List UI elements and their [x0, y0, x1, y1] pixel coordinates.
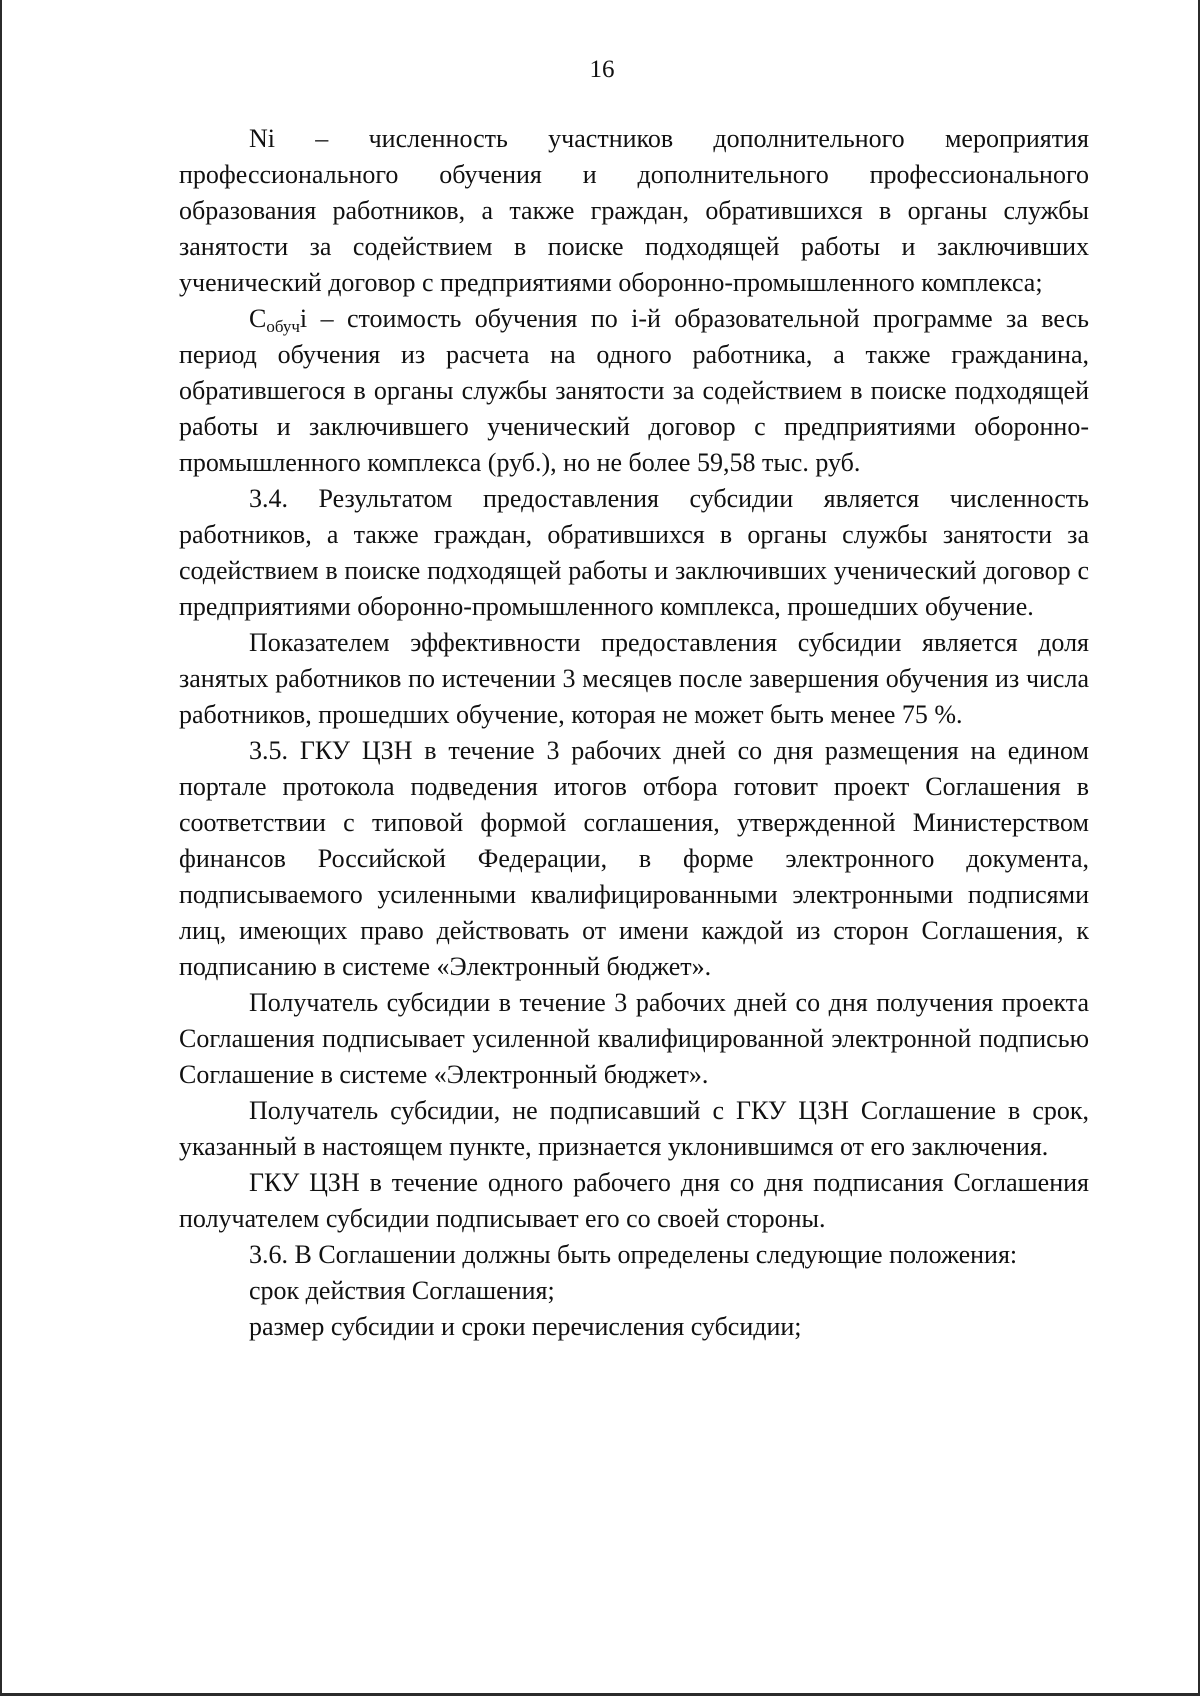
paragraph-3-5: 3.5. ГКУ ЦЗН в течение 3 рабочих дней со дня размещения на едином портале протокола подведения итогов отбора готовит проект Соглашения в соответствии с типовой формой соглашения, утвержденной Министерством финансов Российской Федерации, в форме электронного документа, подписываемого усиленными квалифицированными электронными подписями лиц, имеющих право действовать от имени каждой из сторон Соглашения, к подписанию в системе «Электронный бюджет».	[179, 736, 1089, 981]
paragraph-gku-signs: ГКУ ЦЗН в течение одного рабочего дня со дня подписания Соглашения получателем субсидии подписывает его со своей стороны.	[179, 1168, 1089, 1233]
formula-index: i	[299, 304, 308, 333]
cost-definition-text: – стоимость обучения по i-й образовательной программе за весь период обучения из расчета на одного работника, а также гражданина, обратившегося в органы службы занятости за содействием в поиске подходящей работы и заключившего ученический договор с предприятиями оборонно-промышленного комплекса (руб.), но не более 59,58 тыс. руб.	[179, 304, 1089, 477]
paragraph-recipient-evades: Получатель субсидии, не подписавший с ГКУ ЦЗН Соглашение в срок, указанный в настоящем пункте, признается уклонившимся от его заключения.	[179, 1096, 1089, 1161]
document-body	[179, 121, 1089, 1345]
paragraph-efficiency-indicator: Показателем эффективности предоставления субсидии является доля занятых работников по истечении 3 месяцев после завершения обучения из числа работников, прошедших обучение, которая не может быть менее 75 %.	[179, 628, 1089, 729]
list-item-amount: размер субсидии и сроки перечисления субсидии;	[249, 1312, 802, 1341]
formula-subscript: обуч	[266, 317, 300, 336]
page-number: 16	[589, 56, 615, 83]
paragraph-ni-definition: Ni – численность участников дополнительного мероприятия профессионального обучения и дополнительного профессионального образования работников, а также граждан, обратившихся в органы службы занятости за содействием в поиске подходящей работы и заключивших ученический договор с предприятиями оборонно-промышленного комплекса;	[179, 124, 1089, 297]
paragraph-3-4: 3.4. Результатом предоставления субсидии является численность работников, а также граждан, обратившихся в органы службы занятости за содействием в поиске подходящей работы и заключивших ученический договор с предприятиями оборонно-промышленного комплекса, прошедших обучение.	[179, 484, 1089, 621]
paragraph-3-6: 3.6. В Соглашении должны быть определены следующие положения:	[249, 1240, 1018, 1269]
paragraph-recipient-signs: Получатель субсидии в течение 3 рабочих дней со дня получения проекта Соглашения подписывает усиленной квалифицированной электронной подписью Соглашение в системе «Электронный бюджет».	[179, 988, 1089, 1089]
paragraph-cost-definition	[179, 301, 1089, 481]
formula-symbol: C	[249, 304, 267, 333]
list-item-term: срок действия Соглашения;	[249, 1276, 555, 1305]
